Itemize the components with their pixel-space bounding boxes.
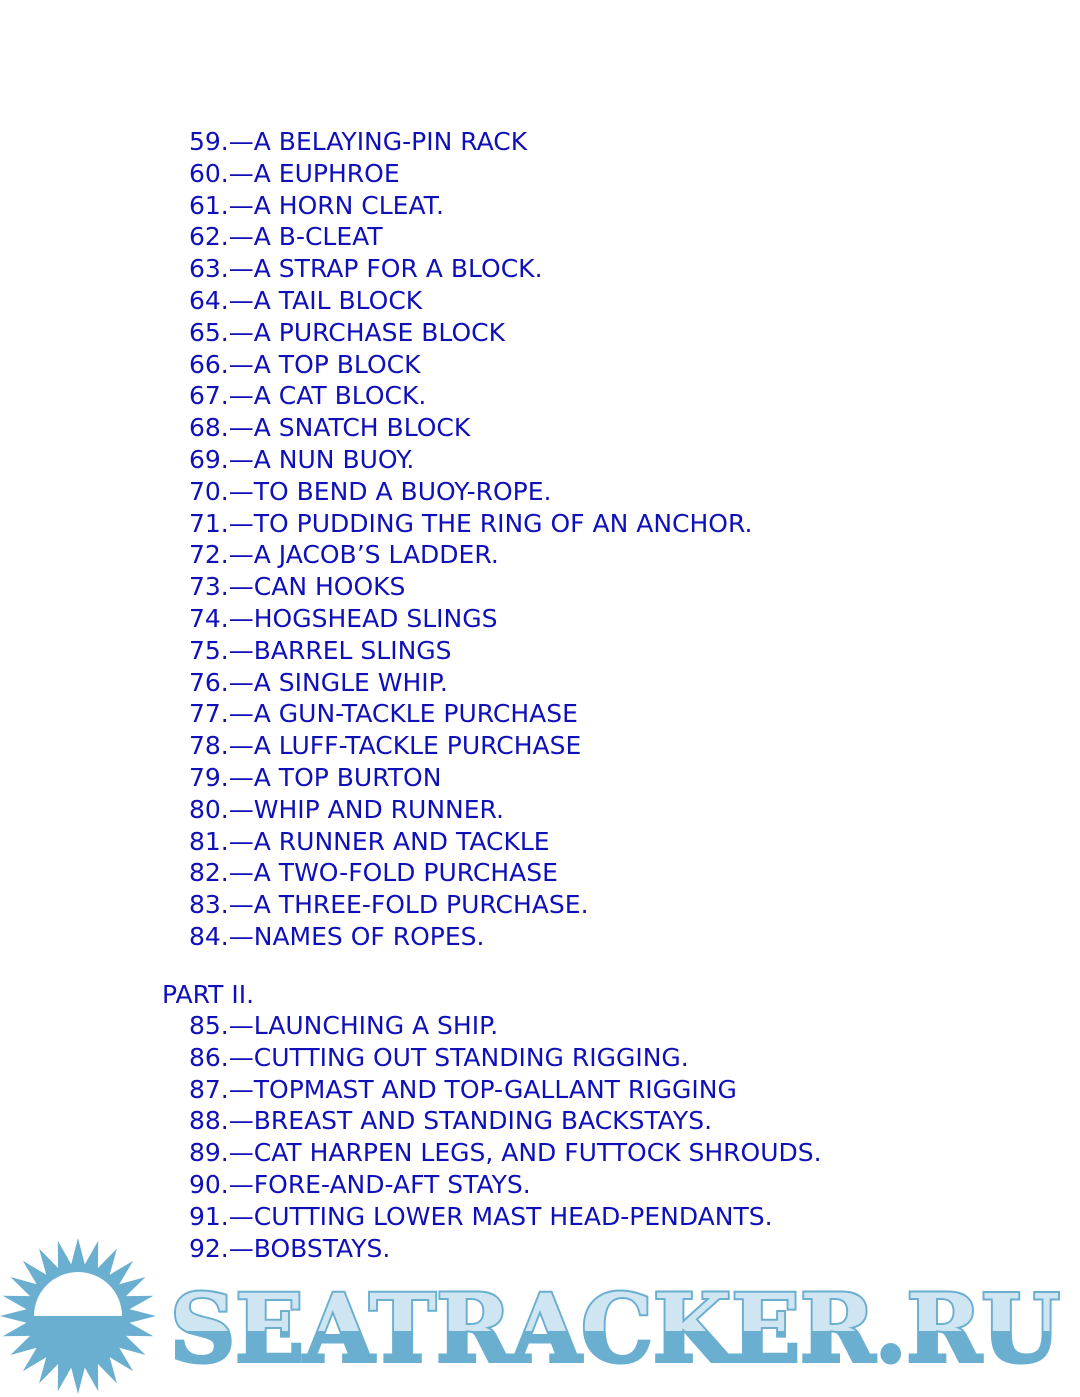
toc-entry-link[interactable]: 81.—A RUNNER AND TACKLE (189, 826, 550, 856)
toc-entry[interactable] (0, 826, 1080, 858)
toc-entry[interactable] (0, 1201, 1080, 1233)
toc-entry-link[interactable]: 91.—CUTTING LOWER MAST HEAD-PENDANTS. (189, 1201, 773, 1231)
toc-entry-link[interactable]: 74.—HOGSHEAD SLINGS (189, 603, 498, 633)
toc-entry[interactable] (0, 444, 1080, 476)
toc-entry[interactable] (0, 857, 1080, 889)
toc-entry-link[interactable]: 70.—TO BEND A BUOY-ROPE. (189, 476, 552, 506)
toc-entry-link[interactable]: 72.—A JACOB’S LADDER. (189, 540, 499, 570)
toc-entry[interactable] (0, 412, 1080, 444)
toc-entry-link[interactable]: 86.—CUTTING OUT STANDING RIGGING. (189, 1042, 689, 1072)
toc-entry[interactable] (0, 349, 1080, 381)
toc-entry-link[interactable]: 68.—A SNATCH BLOCK (189, 413, 471, 443)
toc-entry[interactable] (0, 158, 1080, 190)
toc-entry-link[interactable]: 77.—A GUN-TACKLE PURCHASE (189, 699, 578, 729)
toc-entry-link[interactable]: 76.—A SINGLE WHIP. (189, 667, 448, 697)
toc-entry-link[interactable]: 62.—A B-CLEAT (189, 222, 383, 252)
toc-entry-link[interactable]: 65.—A PURCHASE BLOCK (189, 317, 505, 347)
toc-entry-link[interactable]: 88.—BREAST AND STANDING BACKSTAYS. (189, 1106, 713, 1136)
toc-entry[interactable] (0, 539, 1080, 571)
toc-entry-link[interactable]: 59.—A BELAYING-PIN RACK (189, 127, 528, 156)
toc-entry-link[interactable]: 83.—A THREE-FOLD PURCHASE. (189, 890, 589, 920)
toc-entry[interactable] (0, 1169, 1080, 1201)
toc-entry-link[interactable]: 85.—LAUNCHING A SHIP. (189, 1011, 499, 1040)
toc-entry[interactable] (0, 762, 1080, 794)
toc-entry[interactable] (0, 1042, 1080, 1074)
toc-entry-link[interactable]: 92.—BOBSTAYS. (189, 1233, 391, 1263)
toc-entry[interactable] (0, 1074, 1080, 1106)
toc-entry-link[interactable]: 79.—A TOP BURTON (189, 762, 442, 792)
toc-entry[interactable] (0, 730, 1080, 762)
toc-entry-link[interactable]: 89.—CAT HARPEN LEGS, AND FUTTOCK SHROUDS. (189, 1138, 822, 1168)
toc-entry[interactable] (0, 1010, 1080, 1042)
toc-entry[interactable] (0, 794, 1080, 826)
toc-entry-link[interactable]: 61.—A HORN CLEAT. (189, 190, 444, 220)
toc-entry[interactable] (0, 603, 1080, 635)
toc-entry[interactable] (0, 667, 1080, 699)
toc-entry[interactable] (0, 380, 1080, 412)
toc-entry[interactable] (0, 476, 1080, 508)
toc-entry-link[interactable]: 90.—FORE-AND-AFT STAYS. (189, 1169, 531, 1199)
toc-entry[interactable] (0, 285, 1080, 317)
toc-entry-link[interactable]: 71.—TO PUDDING THE RING OF AN ANCHOR. (189, 508, 753, 538)
toc-entry[interactable] (0, 1105, 1080, 1137)
toc-entry-link[interactable]: 75.—BARREL SLINGS (189, 635, 452, 665)
toc-part-2-list (0, 1010, 1080, 1264)
part-heading: PART II. (162, 980, 255, 1009)
toc-entry-link[interactable]: 64.—A TAIL BLOCK (189, 285, 423, 315)
toc-entry-link[interactable]: 87.—TOPMAST AND TOP-GALLANT RIGGING (189, 1074, 737, 1104)
toc-entry[interactable] (0, 126, 1080, 158)
toc-entry-link[interactable]: 69.—A NUN BUOY. (189, 444, 415, 474)
toc-entry[interactable] (0, 1137, 1080, 1169)
toc-part-1-list (0, 126, 1080, 953)
toc-entry[interactable] (0, 889, 1080, 921)
toc-entry[interactable] (0, 190, 1080, 222)
toc-entry-link[interactable]: 84.—NAMES OF ROPES. (189, 921, 485, 951)
toc-entry[interactable] (0, 635, 1080, 667)
toc-entry-link[interactable]: 82.—A TWO-FOLD PURCHASE (189, 858, 558, 888)
toc-entry[interactable] (0, 253, 1080, 285)
toc-entry[interactable] (0, 571, 1080, 603)
toc-entry[interactable] (0, 698, 1080, 730)
watermark (0, 1238, 1080, 1397)
toc-entry-link[interactable]: 67.—A CAT BLOCK. (189, 381, 427, 411)
toc-entry-link[interactable]: 63.—A STRAP FOR A BLOCK. (189, 254, 543, 284)
toc-entry-link[interactable]: 60.—A EUPHROE (189, 158, 400, 188)
watermark-text: SEATRACKER.RU (170, 1274, 1060, 1384)
toc-entry[interactable] (0, 508, 1080, 540)
toc-entry-link[interactable]: 66.—A TOP BLOCK (189, 349, 421, 379)
toc-entry-link[interactable]: 73.—CAN HOOKS (189, 572, 406, 602)
toc-entry-link[interactable]: 78.—A LUFF-TACKLE PURCHASE (189, 731, 582, 761)
toc-entry-link[interactable]: 80.—WHIP AND RUNNER. (189, 794, 504, 824)
toc-entry[interactable] (0, 317, 1080, 349)
toc-entry[interactable] (0, 921, 1080, 953)
sun-logo-icon (0, 1238, 156, 1394)
toc-entry[interactable] (0, 221, 1080, 253)
